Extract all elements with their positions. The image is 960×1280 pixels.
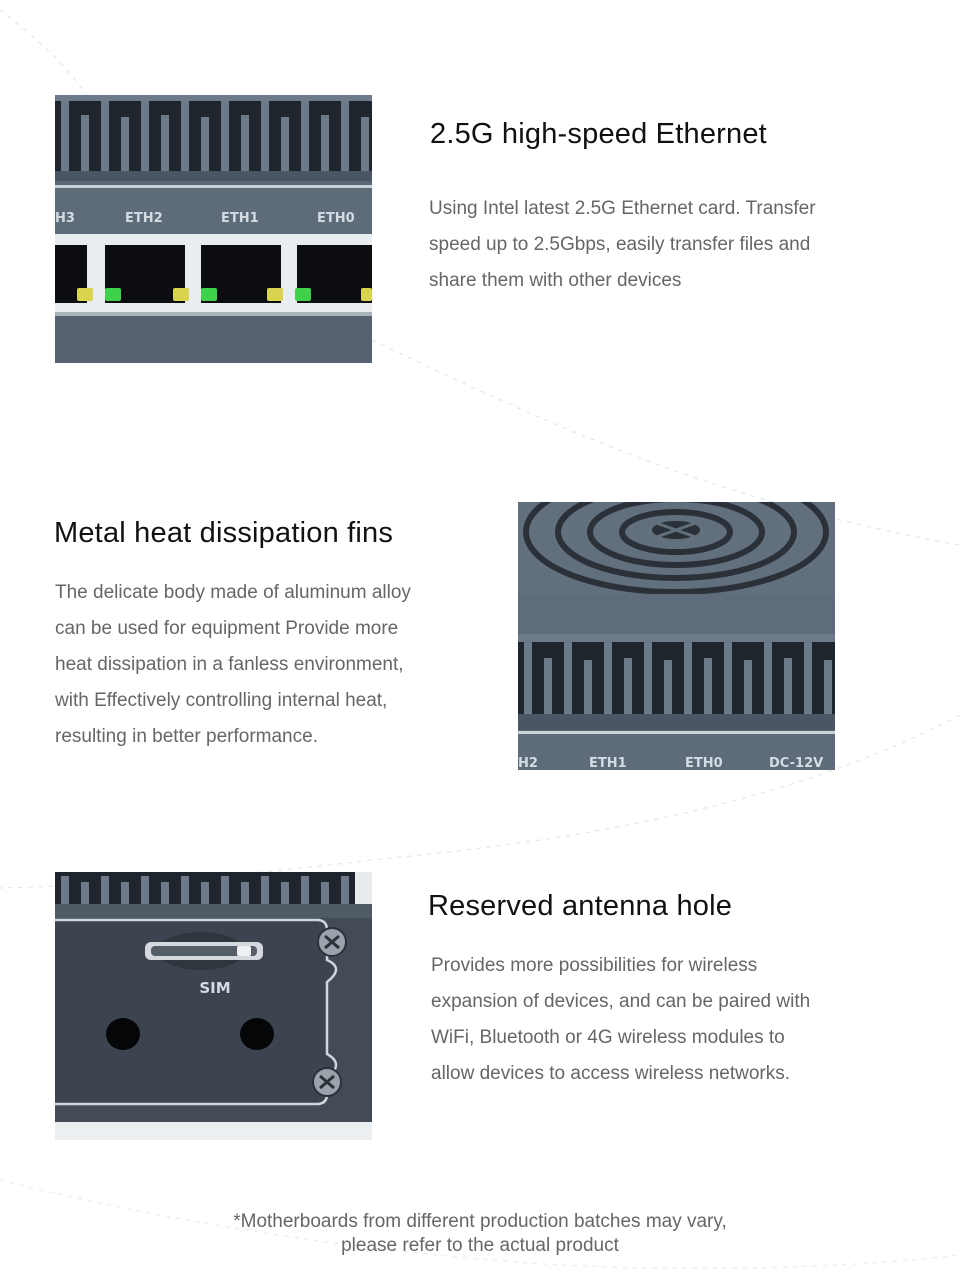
port-label-dc-12v: DC-12V	[769, 756, 824, 770]
sim-label: SIM	[199, 979, 231, 997]
description-line: The delicate body made of aluminum alloy	[55, 582, 411, 603]
port-label-eth0: ETH0	[685, 756, 723, 770]
description-line: speed up to 2.5Gbps, easily transfer files and	[429, 234, 811, 255]
section-description-antenna	[431, 948, 810, 1092]
ethernet-ports-photo	[55, 95, 372, 363]
section-description-ethernet	[429, 191, 816, 299]
footnote-line: *Motherboards from different production batches may vary,	[233, 1211, 727, 1232]
description-line: Provides more possibilities for wireless	[431, 955, 758, 976]
port-label-eth1: ETH1	[589, 756, 627, 770]
port-label-eth2: H2	[518, 756, 538, 770]
description-line: Using Intel latest 2.5G Ethernet card. Transfer	[429, 198, 816, 219]
section-title-heat-fins: Metal heat dissipation fins	[54, 517, 394, 549]
port-label-eth0: ETH0	[317, 211, 355, 226]
port-label-eth1: ETH1	[221, 211, 259, 226]
description-line: expansion of devices, and can be paired with	[431, 991, 811, 1012]
description-line: can be used for equipment Provide more	[55, 618, 399, 639]
description-line: allow devices to access wireless networks.	[431, 1063, 791, 1084]
antenna-hole-illustration	[55, 872, 372, 1140]
description-line: with Effectively controlling internal heat,	[55, 690, 388, 711]
heat-sink-illustration	[518, 502, 835, 770]
port-label-eth3: H3	[55, 211, 75, 226]
section-title-ethernet: 2.5G high-speed Ethernet	[430, 118, 767, 150]
ethernet-ports-illustration	[55, 95, 372, 363]
port-label-eth2: ETH2	[125, 211, 163, 226]
description-line: share them with other devices	[429, 270, 682, 291]
footnote	[0, 1210, 960, 1258]
footnote-line: please refer to the actual product	[341, 1235, 619, 1256]
section-title-antenna: Reserved antenna hole	[428, 890, 733, 922]
description-line: resulting in better performance.	[55, 726, 318, 747]
description-line: heat dissipation in a fanless environment,	[55, 654, 404, 675]
description-line: WiFi, Bluetooth or 4G wireless modules to	[431, 1027, 785, 1048]
antenna-hole-photo	[55, 872, 372, 1140]
heat-sink-fins-photo	[518, 502, 835, 770]
section-description-heat-fins	[55, 575, 411, 755]
